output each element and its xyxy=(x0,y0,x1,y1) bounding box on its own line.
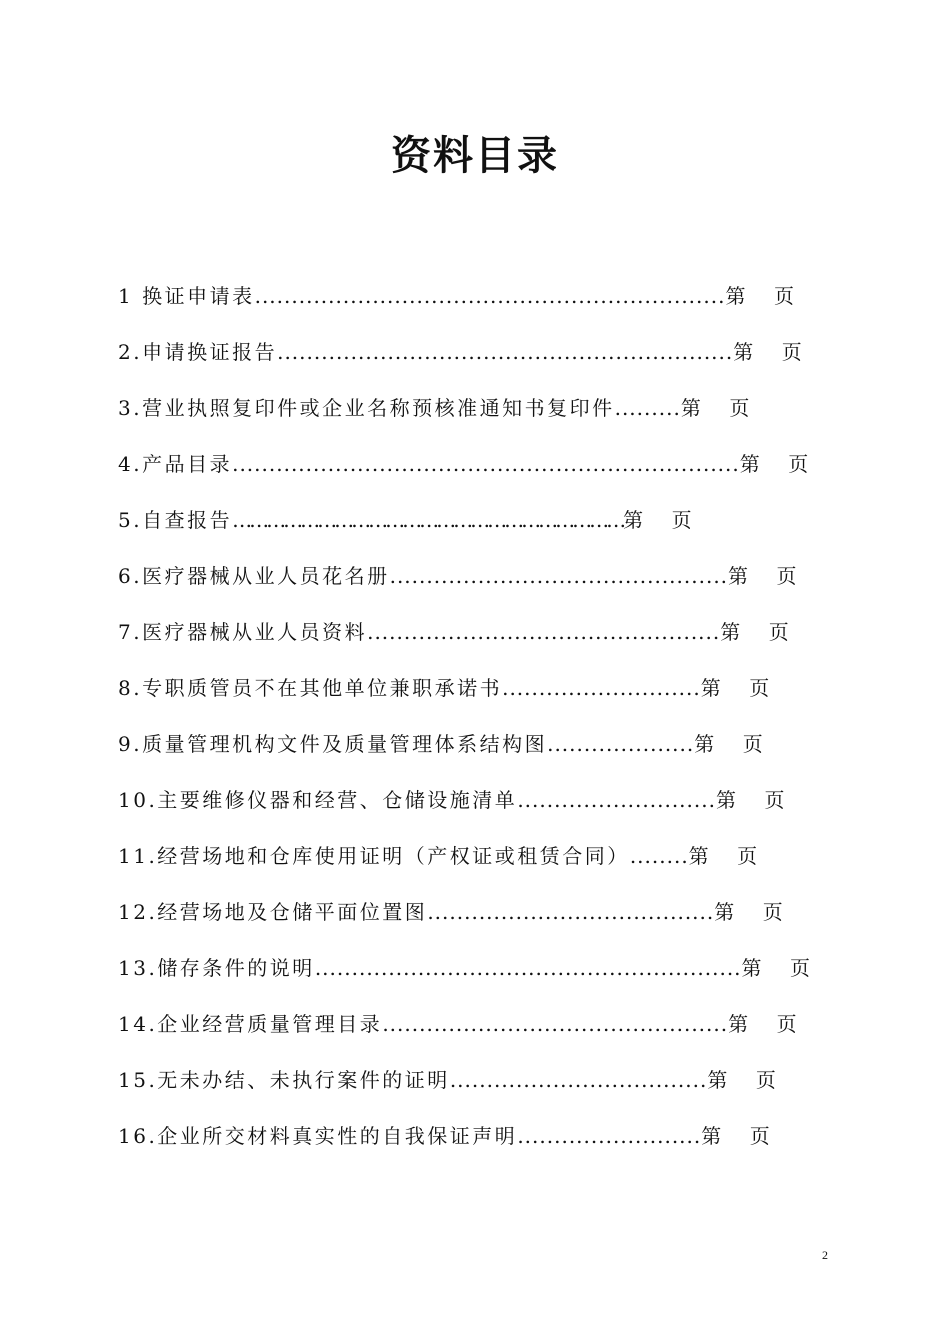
toc-page-suffix: 页 xyxy=(776,1012,800,1036)
toc-leader-dots: ................................................................ xyxy=(254,284,726,308)
toc-page-suffix: 页 xyxy=(764,788,787,812)
toc-entry xyxy=(118,556,813,612)
toc-page-suffix: 页 xyxy=(768,620,792,644)
toc-entry-label: 7.医疗器械从业人员资料 xyxy=(118,620,368,644)
toc-entry-label: 15.无未办结、未执行案件的证明 xyxy=(118,1068,450,1092)
toc-page-prefix: 第 xyxy=(733,340,756,364)
toc-entry xyxy=(118,892,813,948)
toc-entry-label: 12.经营场地及仓储平面位置图 xyxy=(118,900,428,924)
toc-page-prefix: 第 xyxy=(707,1068,730,1092)
toc-entry-label: 1 换证申请表 xyxy=(118,284,255,308)
toc-page-suffix: 页 xyxy=(776,564,800,588)
toc-entry-label: 5.自查报告 xyxy=(118,508,233,532)
toc-leader-dots: ......................... xyxy=(517,1124,702,1148)
toc-entry xyxy=(118,332,813,388)
toc-entry-label: 11.经营场地和仓库使用证明（产权证或租赁合同） xyxy=(118,844,630,868)
toc-page-prefix: 第 xyxy=(714,900,737,924)
toc-leader-dots: .......................................................... xyxy=(314,956,742,980)
toc-page-suffix: 页 xyxy=(762,900,786,924)
toc-page-prefix: 第 xyxy=(739,452,763,476)
toc-entry-label: 3.营业执照复印件或企业名称预核准通知书复印件 xyxy=(118,396,615,420)
toc-leader-dots: .................... xyxy=(547,732,695,756)
toc-page-suffix: 页 xyxy=(755,1068,779,1092)
toc-entry xyxy=(118,668,813,724)
toc-page-suffix: 页 xyxy=(671,508,695,532)
toc-leader-dots: …………………………………………………………… xyxy=(232,508,624,532)
page-title: 资料目录 xyxy=(391,132,559,179)
toc-page-prefix: 第 xyxy=(741,956,765,980)
toc-page-prefix: 第 xyxy=(688,844,712,868)
toc-page-prefix: 第 xyxy=(720,620,743,644)
toc-entry xyxy=(118,1004,813,1060)
toc-page-prefix: 第 xyxy=(623,508,646,532)
toc-entry xyxy=(118,276,813,332)
toc-leader-dots: ................................... xyxy=(449,1068,708,1092)
table-of-contents xyxy=(118,276,813,1172)
toc-entry-label: 14.企业经营质量管理目录 xyxy=(118,1012,383,1036)
toc-entry xyxy=(118,836,813,892)
toc-entry-label: 4.产品目录 xyxy=(118,452,233,476)
toc-page-suffix: 页 xyxy=(742,732,766,756)
toc-page-suffix: 页 xyxy=(749,676,772,700)
toc-page-suffix: 页 xyxy=(773,284,797,308)
toc-entry-label: 9.质量管理机构文件及质量管理体系结构图 xyxy=(118,732,548,756)
toc-page-prefix: 第 xyxy=(725,284,748,308)
toc-entry xyxy=(118,500,813,556)
toc-leader-dots: .............................................. xyxy=(389,564,729,588)
toc-leader-dots: ........................... xyxy=(517,788,716,812)
toc-page-suffix: 页 xyxy=(749,1124,773,1148)
toc-entry-label: 10.主要维修仪器和经营、仓储设施清单 xyxy=(118,788,518,812)
toc-entry-label: 2.申请换证报告 xyxy=(118,340,278,364)
toc-page-suffix: 页 xyxy=(737,844,760,868)
toc-page-prefix: 第 xyxy=(680,396,704,420)
toc-entry xyxy=(118,444,813,500)
toc-leader-dots: ..................................................................... xyxy=(232,452,740,476)
toc-page-prefix: 第 xyxy=(728,564,751,588)
toc-page-prefix: 第 xyxy=(701,1124,724,1148)
toc-entry-label: 6.医疗器械从业人员花名册 xyxy=(118,564,390,588)
toc-leader-dots: .............................................................. xyxy=(277,340,734,364)
toc-entry-label: 8.专职质管员不在其他单位兼职承诺书 xyxy=(118,676,503,700)
toc-entry xyxy=(118,780,813,836)
toc-page-prefix: 第 xyxy=(694,732,717,756)
toc-leader-dots: ......... xyxy=(614,396,681,420)
toc-page-suffix: 页 xyxy=(788,452,811,476)
toc-leader-dots: ........................... xyxy=(502,676,701,700)
toc-leader-dots: ................................................ xyxy=(367,620,721,644)
toc-entry xyxy=(118,948,813,1004)
toc-page-suffix: 页 xyxy=(781,340,805,364)
toc-entry-label: 13.储存条件的说明 xyxy=(118,956,315,980)
toc-entry xyxy=(118,724,813,780)
toc-leader-dots: ........ xyxy=(629,844,689,868)
toc-leader-dots: ....................................... xyxy=(427,900,715,924)
toc-entry xyxy=(118,1116,813,1172)
toc-entry-label: 16.企业所交材料真实性的自我保证声明 xyxy=(118,1124,518,1148)
toc-page-prefix: 第 xyxy=(700,676,724,700)
toc-page-suffix: 页 xyxy=(790,956,813,980)
toc-entry xyxy=(118,612,813,668)
toc-page-prefix: 第 xyxy=(728,1012,751,1036)
toc-page-prefix: 第 xyxy=(715,788,739,812)
toc-leader-dots: ............................................... xyxy=(382,1012,729,1036)
toc-page-suffix: 页 xyxy=(729,396,752,420)
page-number: 2 xyxy=(822,1248,828,1262)
toc-entry xyxy=(118,388,813,444)
toc-entry xyxy=(118,1060,813,1116)
